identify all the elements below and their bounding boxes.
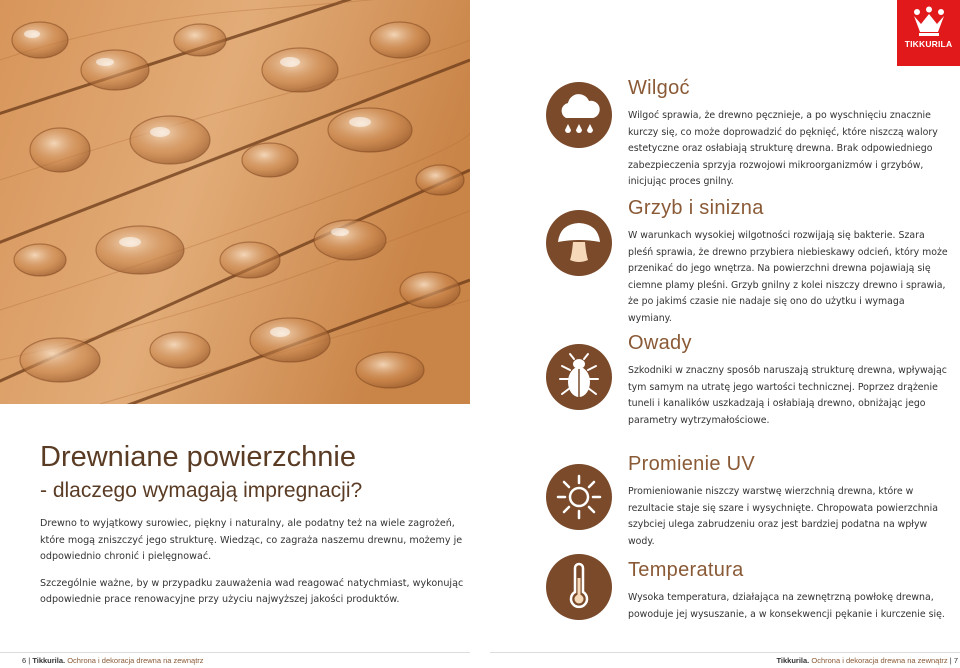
page-number: 7 bbox=[953, 656, 958, 665]
footer-separator: | bbox=[28, 656, 33, 665]
section-owady bbox=[628, 331, 950, 429]
section-text: Promieniowanie niszczy warstwę wierzchnią drewna, które w rezultacie staje się szare i wysychnięte. Chropowata powierzchnia szybciej ulega zabrudzeniu oraz jest bardziej podatna na wpływ wody. bbox=[628, 486, 938, 547]
section-temperatura bbox=[628, 558, 950, 623]
footer-title: Ochrona i dekoracja drewna na zewnątrz bbox=[811, 656, 948, 665]
page-subtitle: - dlaczego wymagają impregnacji? bbox=[40, 479, 363, 502]
hero-wood-water-photo bbox=[0, 0, 470, 404]
crown-icon bbox=[911, 6, 947, 38]
footer-separator: | bbox=[949, 656, 954, 665]
section-title: Promienie UV bbox=[628, 453, 755, 475]
mushroom-icon bbox=[546, 210, 612, 276]
section-title: Owady bbox=[628, 332, 692, 354]
thermometer-icon bbox=[546, 554, 612, 620]
intro-block bbox=[40, 440, 470, 609]
footer-divider bbox=[0, 652, 470, 653]
section-uv bbox=[628, 452, 950, 550]
section-title: Temperatura bbox=[628, 559, 744, 581]
logo-text: TIKKURILA bbox=[904, 39, 953, 49]
section-text: Szkodniki w znaczny sposób naruszają strukturę drewna, wpływając tym samym na utratę jego wartości technicznej. Poprzez drążenie tuneli i kanalików uszkadzają i osłabiają drewno, obniżając jego parametry wytrzymałościowe. bbox=[628, 365, 947, 426]
rain-cloud-icon bbox=[546, 82, 612, 148]
section-title: Grzyb i sinizna bbox=[628, 197, 764, 219]
section-text: Wilgoć sprawia, że drewno pęcznieje, a po wyschnięciu znacznie kurczy się, co może doprowadzić do pęknięć, które niszczą walory estetyczne oraz osłabiają strukturę drewna. Brak odpowiedniego zabezpieczenia sprzyja rozwojowi mikroorganizmów i grzybów, inicjując proces gnilny. bbox=[628, 110, 938, 187]
footer-title: Ochrona i dekoracja drewna na zewnątrz bbox=[67, 656, 204, 665]
page-number: 6 bbox=[22, 656, 27, 665]
page-title: Drewniane powierzchnie bbox=[40, 441, 356, 473]
footer-right bbox=[776, 656, 958, 665]
section-text: Wysoka temperatura, działająca na zewnętrzną powłokę drewna, powoduje jej wysuszanie, a w konsekwencji pękanie i kurczenie się. bbox=[628, 592, 945, 620]
beetle-icon bbox=[546, 344, 612, 410]
section-title: Wilgoć bbox=[628, 77, 690, 99]
section-text: W warunkach wysokiej wilgotności rozwijają się bakterie. Szara pleśń sprawia, że drewno przybiera niebieskawy odcień, który może przenikać do jego wnętrza. Na powierzchni drewna pojawiają się ciemne plamy pleśni. Grzyb gnilny z kolei niszczy drewno i sprawia, że po jakimś czasie nie nadaje się ono do użytku i wymaga wymiany. bbox=[628, 230, 948, 324]
footer-left bbox=[22, 656, 204, 665]
footer-brand: Tikkurila. bbox=[776, 656, 810, 665]
tikkurila-logo bbox=[897, 0, 960, 66]
intro-paragraph: Szczególnie ważne, by w przypadku zauważenia wad reagować natychmiast, wykonując odpowiednie prace renowacyjne przy użyciu najwyższej jakości produktów. bbox=[40, 577, 464, 605]
section-grzyb bbox=[628, 196, 950, 327]
footer-brand: Tikkurila. bbox=[32, 656, 66, 665]
footer-divider bbox=[490, 652, 960, 653]
sun-icon bbox=[546, 464, 612, 530]
intro-paragraph: Drewno to wyjątkowy surowiec, piękny i naturalny, ale podatny też na wiele zagrożeń, które mogą zniszczyć jego strukturę. Wiedząc, co zagraża naszemu drewnu, możemy je odpowiednio chronić i pielęgnować. bbox=[40, 518, 463, 562]
section-wilgoc bbox=[628, 76, 950, 191]
